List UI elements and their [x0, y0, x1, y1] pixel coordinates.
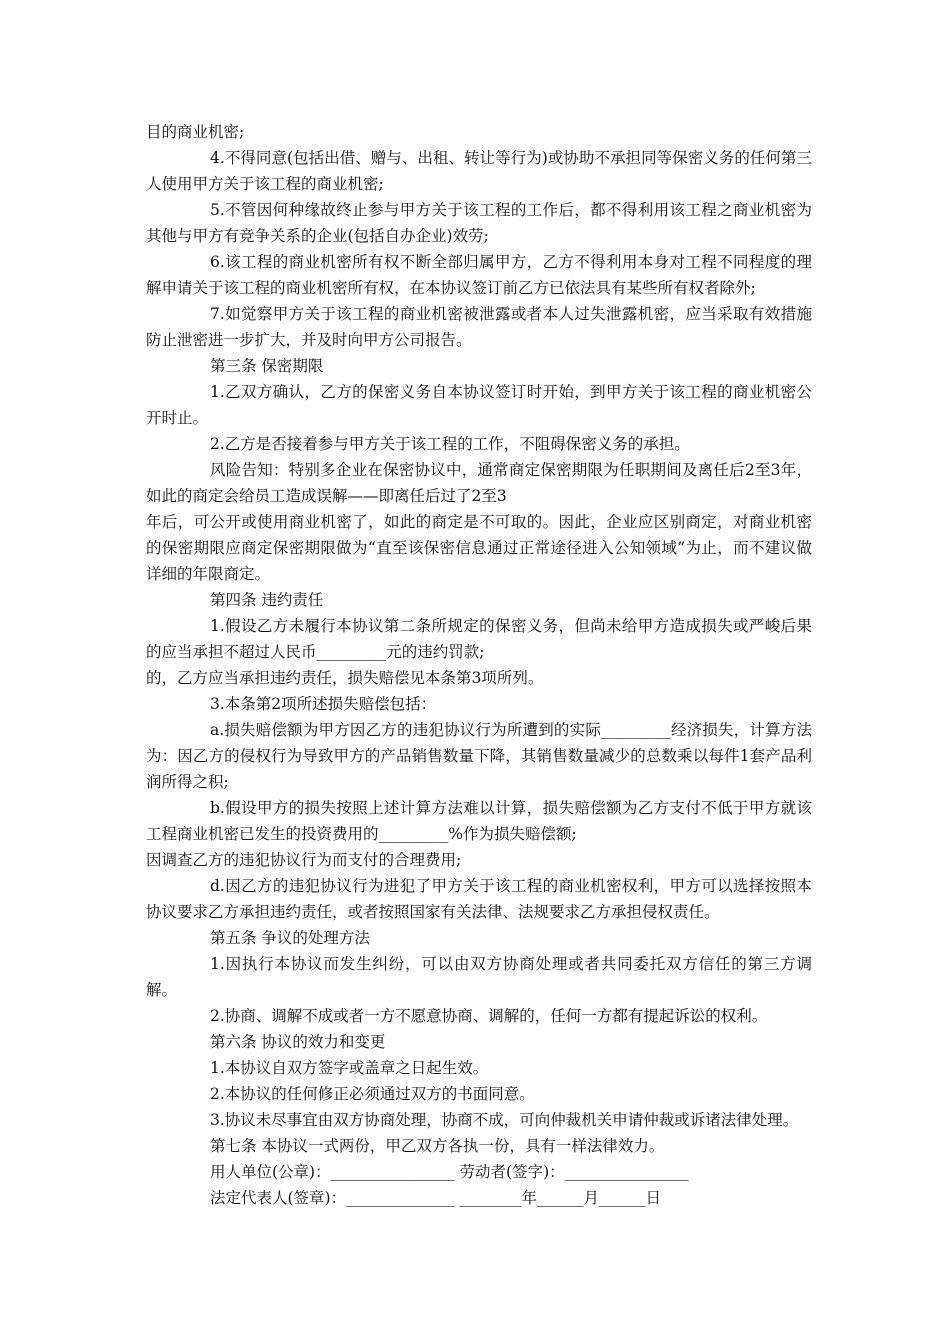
section-heading-4: 第四条 违约责任 — [210, 591, 324, 609]
paragraph-4: 6.该工程的商业机密所有权不断全部归属甲方，乙方不得利用本身对工程不同程度的理解申请关于该工程的商业机密所有权，在本协议签订前乙方已依法具有某些所有权者除外; — [146, 253, 812, 297]
section-heading-7: 第七条 本协议一式两份，甲乙双方各执一份，具有一样法律效力。 — [210, 1137, 665, 1155]
paragraph-20: 1.因执行本协议而发生纠纷，可以由双方协商处理或者共同委托双方信任的第三方调解。 — [146, 955, 812, 999]
paragraph-23: 1.本协议自双方签字或盖章之日起生效。 — [210, 1059, 489, 1077]
section-heading-6: 第六条 协议的效力和变更 — [210, 1033, 386, 1051]
paragraph-13: 的，乙方应当承担违约责任，损失赔偿见本条第3项所列。 — [146, 669, 544, 687]
paragraph-7: 1.乙双方确认，乙方的保密义务自本协议签订时开始，到甲方关于该工程的商业机密公开时止。 — [146, 383, 812, 427]
paragraph-14: 3.本条第2项所述损失赔偿包括： — [210, 695, 437, 713]
signature-line-representative: 法定代表人(签章)：______________ ________年______月______日 — [210, 1189, 662, 1207]
signature-line-employer: 用人单位(公章)：________________ 劳动者(签字)：________________ — [210, 1163, 689, 1181]
paragraph-16: b.假设甲方的损失按照上述计算方法难以计算，损失赔偿额为乙方支付不低于甲方就该工程商业机密已发生的投资费用的_________%作为损失赔偿额; — [146, 799, 812, 843]
paragraph-5: 7.如觉察甲方关于该工程的商业机密被泄露或者本人过失泄露机密，应当采取有效措施防止泄密进一步扩大，并及时向甲方公司报告。 — [146, 305, 812, 349]
paragraph-8: 2.乙方是否接着参与甲方关于该工程的工作，不阻碍保密义务的承担。 — [210, 435, 690, 453]
paragraph-17: 因调查乙方的违犯协议行为而支付的合理费用; — [146, 851, 462, 869]
paragraph-risk-notice: 风险告知：特别多企业在保密协议中，通常商定保密期限为任职期间及离任后2至3年，如此的商定会给员工造成误解——即离任后过了2至3 — [146, 461, 812, 505]
paragraph-21: 2.协商、调解不成或者一方不愿意协商、调解的，任何一方都有提起诉讼的权利。 — [210, 1007, 768, 1025]
paragraph-18: d.因乙方的违犯协议行为进犯了甲方关于该工程的商业机密权利，甲方可以选择按照本协议要求乙方承担违约责任，或者按照国家有关法律、法规要求乙方承担侵权责任。 — [146, 877, 812, 921]
paragraph-24: 2.本协议的任何修正必须通过双方的书面同意。 — [210, 1085, 535, 1103]
section-heading-3: 第三条 保密期限 — [210, 357, 324, 375]
paragraph-2: 4.不得同意(包括出借、赠与、出租、转让等行为)或协助不承担同等保密义务的任何第三人使用甲方关于该工程的商业机密; — [146, 149, 812, 193]
paragraph-25: 3.协议未尽事宜由双方协商处理，协商不成，可向仲裁机关申请仲裁或诉诸法律处理。 — [210, 1111, 799, 1129]
paragraph-3: 5.不管因何种缘故终止参与甲方关于该工程的工作后，都不得利用该工程之商业机密为其他与甲方有竞争关系的企业(包括自办企业)效劳; — [146, 201, 812, 245]
paragraph-15: a.损失赔偿额为甲方因乙方的违犯协议行为所遭到的实际_________经济损失，计算方法为：因乙方的侵权行为导致甲方的产品销售数量下降，其销售数量减少的总数乘以每件1套产品利润所得之积; — [146, 721, 812, 791]
paragraph-10: 年后，可公开或使用商业机密了，如此的商定是不可取的。因此，企业应区别商定，对商业机密的保密期限应商定保密期限做为“直至该保密信息通过正常途径进入公知领域”为止，而不建议做详细的年限商定。 — [146, 513, 812, 583]
paragraph-12: 1.假设乙方未履行本协议第二条所规定的保密义务，但尚未给甲方造成损失或严峻后果的应当承担不超过人民币_________元的违约罚款; — [146, 617, 812, 661]
paragraph-1: 目的商业机密; — [146, 123, 245, 141]
document-body — [146, 119, 812, 1211]
section-heading-5: 第五条 争议的处理方法 — [210, 929, 370, 947]
